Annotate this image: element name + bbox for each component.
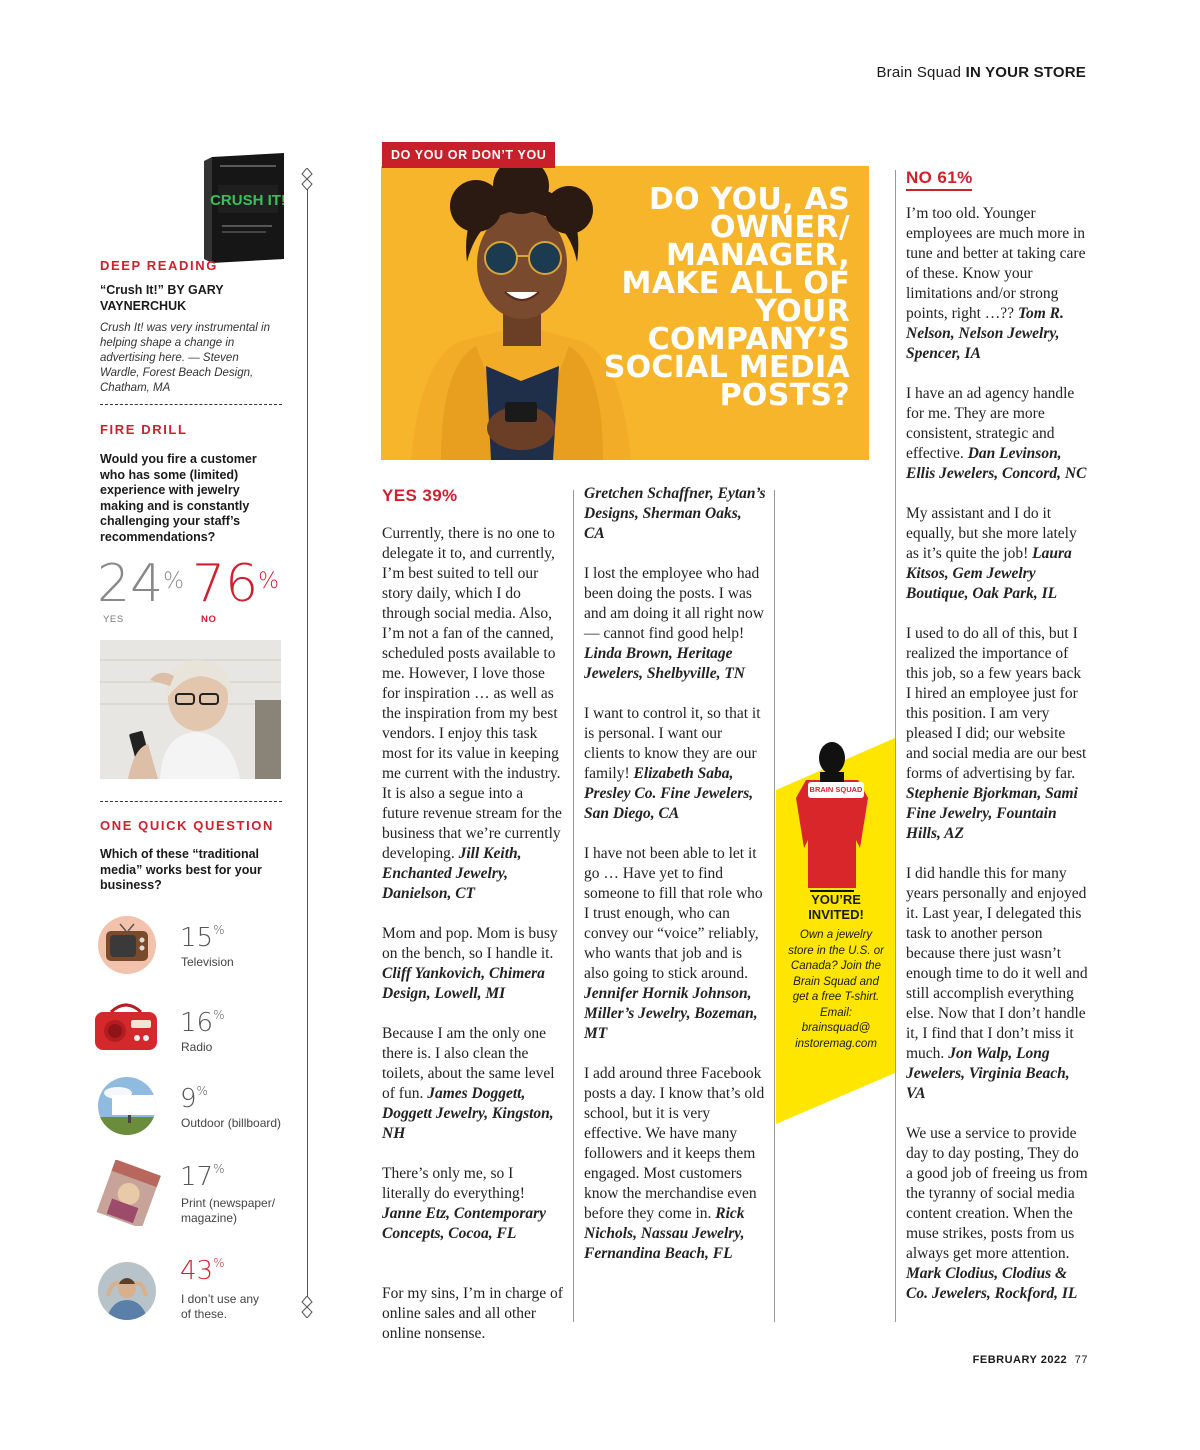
- response-entry: Because I am the only one there is. I also clean the toilets, about the same level of fun. James Doggett, Doggett Jewelry, Kingston, NH: [382, 1025, 555, 1142]
- book-cover-image: [204, 153, 284, 263]
- response-entry: For my sins, I’m in charge of online sales and all other online nonsense.: [382, 1285, 563, 1342]
- column-rule: [573, 490, 574, 1322]
- invite-title: YOU’RE INVITED!: [808, 892, 864, 922]
- page-footer: [973, 1354, 1088, 1366]
- response-entry: I did handle this for many years personally and enjoyed it. Last year, I delegated this task to another person because there just wasn’t enough time to do it well and still accomplish everything else. Now that I don’t handle it, I find that I don’t miss it much. Jon Walp, Long Jewelers, Virginia Beach, VA: [906, 865, 1088, 1102]
- response-entry: Mom and pop. Mom is busy on the bench, so I handle it. Cliff Yankovich, Chimera Design, Lowell, MI: [382, 925, 558, 1002]
- no-heading-underline: [906, 189, 972, 191]
- quick-question-text: Which of these “traditional media” works best for your business?: [100, 847, 262, 892]
- quick-question-kicker: ONE QUICK QUESTION: [100, 818, 274, 833]
- yes-column-continued: [382, 1284, 564, 1364]
- hero-tag: DO YOU OR DON’T YOU: [382, 142, 555, 168]
- no-label: NO: [201, 614, 217, 625]
- response-entry-signature: Gretchen Schaffner, Eytan’s Designs, Sherman Oaks, CA: [584, 485, 766, 542]
- book-title: “Crush It!” BY GARY VAYNERCHUK: [100, 283, 224, 313]
- stat-value-none: 43%: [180, 1256, 225, 1286]
- response-entry: I have not been able to let it go … Have yet to find someone to fill that role who I trust enough, who can convey our “voice” reliably, who wants that job and is also going to stick around. Jennifer Hornik Johnson, Miller’s Jewelry, Bozeman, MT: [584, 845, 763, 1042]
- stat-label-radio: Radio: [181, 1040, 213, 1054]
- stat-label-print: Print (newspaper/ magazine): [181, 1196, 276, 1225]
- no-percent: 76%: [192, 554, 280, 614]
- book-quote: Crush It! was very instrumental in helping shape a change in advertising here. — Steven Wardle, Forest Beach Design, Chatham, MA: [100, 322, 271, 394]
- response-entry: I used to do all of this, but I realized the importance of this job, so a few years back I hired an employee just for this position. I am very pleased I did; our website and social media are our best forms of advertising by far. Stephenie Bjorkman, Sami Fine Jewelry, Fountain Hills, AZ: [906, 625, 1087, 842]
- stat-value-print: 17%: [180, 1162, 225, 1192]
- response-entry: I add around three Facebook posts a day. I know that’s old school, but it is very effective. We have many followers and it keeps them engaged. Most customers know the merchandise even before they come in. Rick Nichols, Nassau Jewelry, Fernandina Beach, FL: [584, 1065, 765, 1262]
- stat-value-television: 15%: [180, 923, 225, 953]
- stat-label-billboard: Outdoor (billboard): [181, 1116, 282, 1130]
- section-name-strong: IN YOUR STORE: [965, 64, 1086, 81]
- divider-ornament-bottom: [301, 1296, 313, 1318]
- invite-body: Own a jewelry store in the U.S. or Canada? Join the Brain Squad and get a free T-shirt. Email: brainsquad@ instoremag.com: [788, 929, 884, 1050]
- yes-column-part-2: [584, 484, 766, 1284]
- fire-drill-kicker: FIRE DRILL: [100, 422, 188, 437]
- stat-value-billboard: 9%: [180, 1084, 208, 1114]
- stat-label-none: I don’t use any of these.: [181, 1292, 260, 1321]
- divider-ornament-top: [301, 168, 313, 190]
- hero-title: DO YOU, AS OWNER/ MANAGER, MAKE ALL OF YOUR COMPANY’S SOCIAL MEDIA POSTS?: [603, 182, 850, 413]
- television-icon: [98, 916, 156, 974]
- yes-column-part-1: [382, 524, 564, 1264]
- sidebar-divider: [307, 170, 308, 1310]
- page-number: 77: [1074, 1354, 1088, 1366]
- response-entry: Currently, there is no one to delegate it to, and currently, I’m best suited to tell our story daily, which I do through social media. Also, I’m not a fan of the canned, scheduled posts available to me. However, I love those for inspiration … as well as the inspiration from my best vendors. I enjoy this task most for its value in keeping me current with the industry. It is also a segue into a future revenue stream for the business that we’re currently developing. Jill Keith, Enchanted Jewelry, Danielson, CT: [382, 525, 562, 902]
- response-entry: I’m too old. Younger employees are much more in tune and better at taking care of these. Know your limitations and/or strong points, right …?? Tom R. Nelson, Nelson Jewelry, Spencer, IA: [906, 205, 1086, 362]
- column-rule: [774, 490, 775, 1322]
- billboard-icon: [98, 1077, 156, 1135]
- yes-label: YES: [103, 614, 124, 625]
- shirt-logo: BRAIN SQUAD: [808, 782, 864, 798]
- response-entry: My assistant and I do it equally, but she more lately as it’s quite the job! Laura Kitsos, Gem Jewelry Boutique, Oak Park, IL: [906, 505, 1077, 602]
- radio-icon: [93, 998, 159, 1054]
- response-entry: I have an ad agency handle for me. They are more consistent, strategic and effective. Dan Levinson, Ellis Jewelers, Concord, NC: [906, 385, 1087, 482]
- fire-drill-question: Would you fire a customer who has some (limited) experience with jewelry making and is constantly challenging your staff’s recommendations?: [100, 452, 257, 544]
- response-entry: We use a service to provide day to day posting, They do a good job of freeing us from the tyranny of social media content creation. When the muse strikes, posts from us always get more attention. Mark Clodius, Clodius & Co. Jewelers, Rockford, IL: [906, 1125, 1088, 1302]
- issue-date: FEBRUARY 2022: [972, 1354, 1068, 1366]
- yes-percent: 24%: [97, 554, 185, 614]
- no-column: [906, 204, 1088, 1324]
- response-entry: I lost the employee who had been doing the posts. I was and am doing it all right now — cannot find good help! Linda Brown, Heritage Jewelers, Shelbyville, TN: [584, 565, 764, 682]
- stat-value-radio: 16%: [180, 1008, 225, 1038]
- section-divider: [100, 404, 282, 405]
- relaxed-man-icon: [98, 1262, 156, 1320]
- section-name: Brain Squad: [876, 64, 962, 81]
- response-entry: There’s only me, so I literally do everything! Janne Etz, Contemporary Concepts, Cocoa, FL: [382, 1165, 547, 1242]
- stat-label-television: Television: [181, 955, 234, 969]
- yes-column-heading: YES 39%: [382, 486, 458, 505]
- section-divider: [100, 801, 282, 802]
- column-rule: [895, 170, 896, 1322]
- stressed-woman-photo: [100, 640, 281, 779]
- response-entry: I want to control it, so that it is personal. I want our clients to know they are our family! Elizabeth Saba, Presley Co. Fine Jewelers, San Diego, CA: [584, 705, 761, 822]
- book-cover-title: CRUSH IT!: [210, 192, 284, 209]
- magazine-icon: [93, 1160, 165, 1226]
- no-column-heading: NO 61%: [906, 168, 973, 187]
- deep-reading-kicker: DEEP READING: [100, 258, 218, 273]
- running-head: [876, 64, 1086, 81]
